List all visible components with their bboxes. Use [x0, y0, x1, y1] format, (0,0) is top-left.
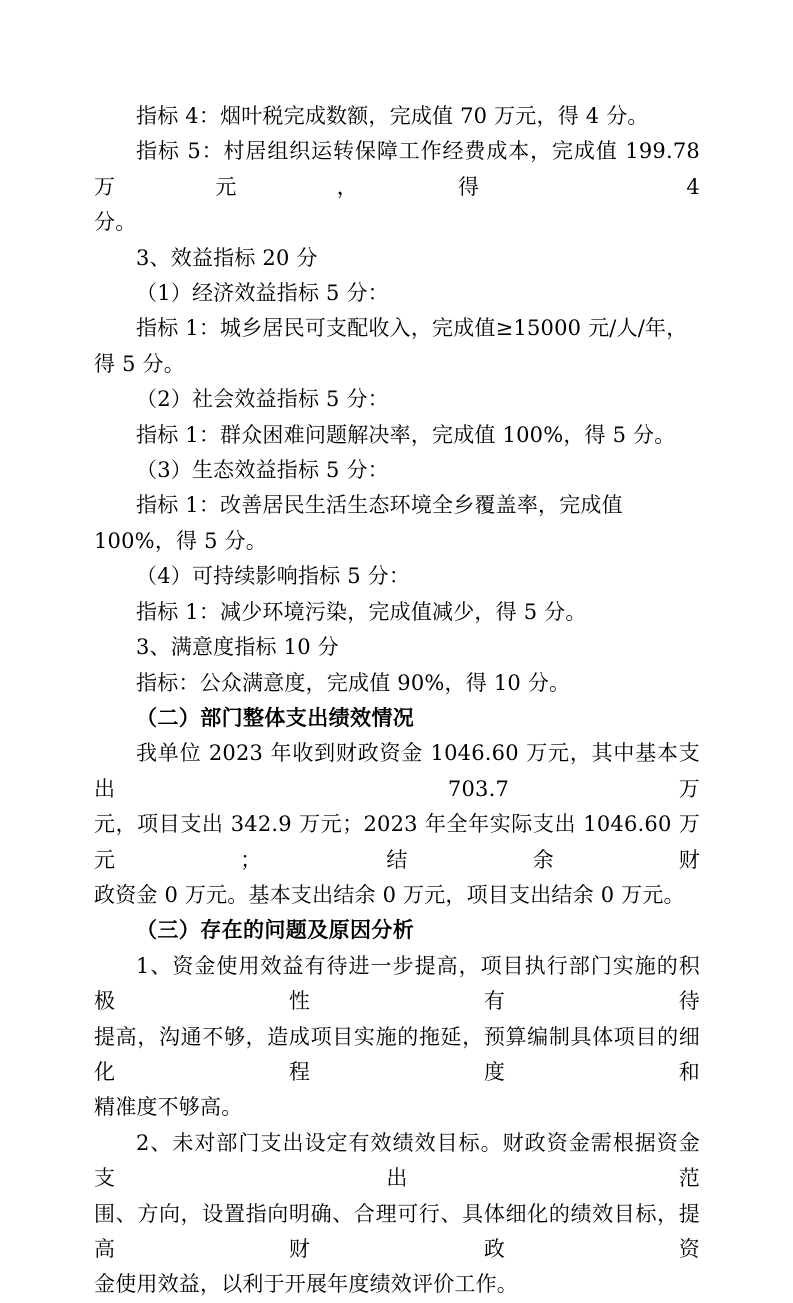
document-line: 金使用效益，以利于开展年度绩效评价工作。 [94, 1272, 518, 1297]
document-line: 元，项目支出 342.9 万元；2023 年全年实际支出 1046.60 万元；结余财 [94, 812, 700, 872]
document-line: 精准度不够高。 [94, 1095, 243, 1120]
document-line: 分。 [94, 210, 137, 235]
document-line: 指标 1：减少环境污染，完成值减少，得 5 分。 [136, 599, 587, 624]
document-content [94, 99, 700, 1303]
document-line: 2、未对部门支出设定有效绩效目标。财政资金需根据资金支出范 [94, 1130, 700, 1191]
document-line: 指标 5：村居组织运转保障工作经费成本，完成值 199.78 万元，得 4 [94, 139, 700, 199]
document-line: （4）可持续影响指标 5 分： [136, 564, 411, 589]
document-line: 指标 4：烟叶税完成数额，完成值 70 万元，得 4 分。 [136, 104, 649, 128]
document-line: 指标 1：群众困难问题解决率，完成值 100%，得 5 分。 [136, 422, 676, 447]
document-line: 提高，沟通不够，造成项目实施的拖延，预算编制具体项目的细化程度和 [94, 1024, 700, 1084]
document-line: 3、满意度指标 10 分 [136, 635, 339, 660]
document-line: （1）经济效益指标 5 分： [136, 281, 389, 306]
section-heading: （二）部门整体支出绩效情况 [136, 705, 415, 730]
document-line: 指标 1：城乡居民可支配收入，完成值≥15000 元/人/年，得 5 分。 [94, 316, 688, 376]
document-line: 指标：公众满意度，完成值 90%，得 10 分。 [136, 670, 571, 695]
section-heading: （三）存在的问题及原因分析 [136, 918, 415, 943]
document-line: 政资金 0 万元。基本支出结余 0 万元，项目支出结余 0 万元。 [94, 882, 685, 907]
document-line: 围、方向，设置指向明确、合理可行、具体细化的绩效目标，提高财政资 [94, 1201, 700, 1261]
document-line: 1、资金使用效益有待进一步提高，项目执行部门实施的积极性有待 [94, 953, 700, 1014]
document-line: 3、效益指标 20 分 [136, 245, 318, 270]
document-line: 我单位 2023 年收到财政资金 1046.60 万元，其中基本支出 703.7 万 [94, 741, 700, 801]
document-line: （2）社会效益指标 5 分： [136, 387, 389, 412]
document-line: 指标 1：改善居民生活生态环境全乡覆盖率，完成值 100%，得 5 分。 [94, 493, 623, 553]
document-line: （3）生态效益指标 5 分： [136, 458, 389, 483]
